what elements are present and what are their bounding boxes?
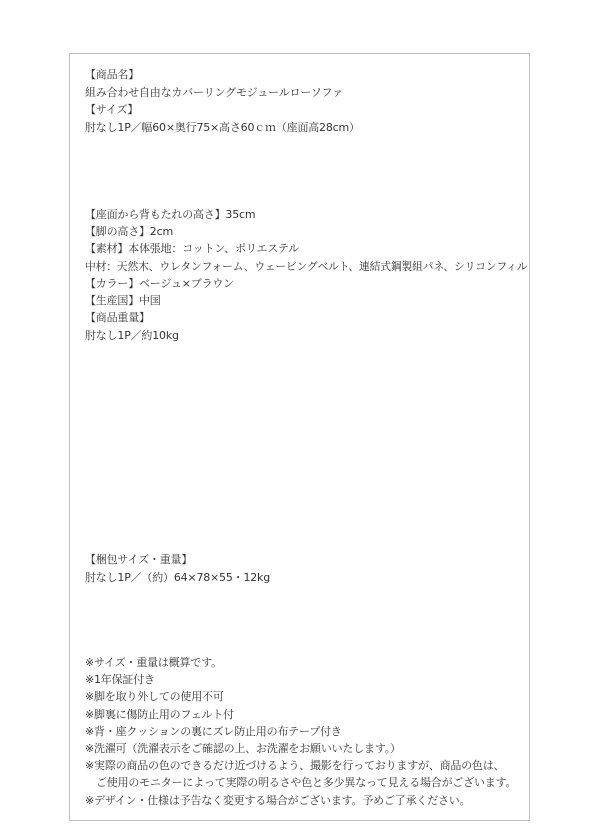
note-item: ※脚を取り外しての使用不可 <box>85 690 224 703</box>
note-item: ※実際の商品の色のできるだけ近づけるよう、撮影を行っておりますが、商品の色は、 <box>85 759 505 772</box>
weight-value: 肘なし1P／約10kg <box>85 329 179 342</box>
label-package: 【梱包サイズ・重量】 <box>85 553 193 566</box>
package-value: 肘なし1P／（約）64×78×55・12kg <box>85 571 271 584</box>
note-item: ※サイズ・重量は概算です。 <box>85 656 222 669</box>
note-item: ※1年保証付き <box>85 673 155 686</box>
material-cover: 【素材】本体張地：コットン、ポリエステル <box>85 242 299 255</box>
label-weight: 【商品重量】 <box>85 311 150 324</box>
product-name-value: 組み合わせ自由なカバーリングモジュールローソファ <box>85 86 343 99</box>
size-value: 肘なし1P／幅60×奥行75×高さ60ｃｍ（座面高28cm） <box>85 121 360 134</box>
material-filling: 中材：天然木、ウレタンフォーム、ウェービングベルト、連結式鋼製組パネ、シリコンフィル <box>85 260 528 273</box>
note-item: ※背・座クッションの裏にズレ防止用の布テープ付き <box>85 725 342 738</box>
note-item: ※洗濯可（洗濯表示をご確認の上、お洗濯をお願いいたします。） <box>85 742 401 755</box>
note-item: ご使用のモニターによって実際の明るさや色と多少異なって見える場合がございます。 <box>96 776 517 789</box>
label-product-name: 【商品名】 <box>85 68 139 81</box>
leg-height: 【脚の高さ】2cm <box>85 225 173 238</box>
country-of-origin: 【生産国】中国 <box>85 294 161 307</box>
label-size: 【サイズ】 <box>85 103 139 116</box>
spec-frame <box>69 53 530 821</box>
note-item: ※脚裏に傷防止用のフェルト付 <box>85 708 234 721</box>
color: 【カラー】ベージュ×ブラウン <box>85 277 234 290</box>
backrest-height: 【座面から背もたれの高さ】35cm <box>85 208 256 221</box>
note-item: ※デザイン・仕様は予告なく変更する場合がございます。予めご了承ください。 <box>85 794 471 807</box>
